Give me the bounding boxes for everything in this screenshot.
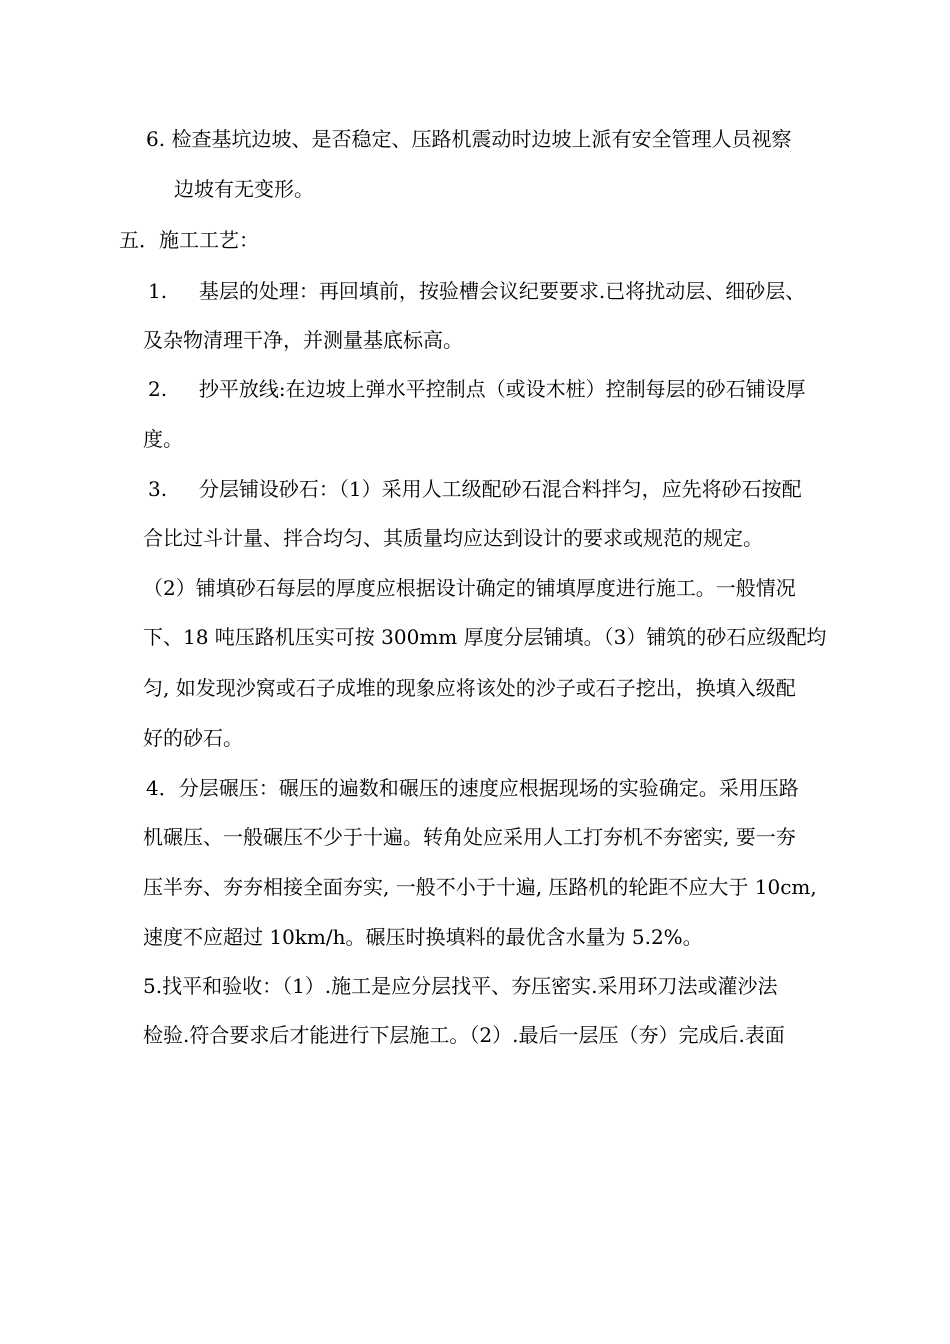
text-line-12: 匀, 如发现沙窝或石子成堆的现象应将该处的沙子或石子挖出，换填入级配 — [143, 676, 796, 700]
text-line-18: 5.找平和验收：（1）.施工是应分层找平、夯压密实.采用环刀法或灌沙法 — [143, 974, 778, 998]
text-line-6: 2. 抄平放线:在边坡上弹水平控制点（或设木桩）控制每层的砂石铺设厚 — [148, 377, 806, 401]
text-line-16: 压半夯、夯夯相接全面夯实, 一般不小于十遍, 压路机的轮距不应大于 10cm, — [143, 875, 817, 899]
text-line-17: 速度不应超过 10km/h。碾压时换填料的最优含水量为 5.2%。 — [143, 925, 703, 949]
text-line-8: 3. 分层铺设砂石：（1）采用人工级配砂石混合料拌匀，应先将砂石按配 — [148, 477, 802, 501]
text-line-15: 机碾压、一般碾压不少于十遍。转角处应采用人工打夯机不夯密实, 要一夯 — [143, 825, 796, 849]
text-line-1: 6. 检查基坑边坡、是否稳定、压路机震动时边坡上派有安全管理人员视察 — [146, 127, 792, 151]
text-line-7: 度。 — [143, 427, 183, 451]
text-line-2: 边坡有无变形。 — [174, 177, 314, 201]
text-line-13: 好的砂石。 — [143, 726, 243, 750]
text-line-4: 1. 基层的处理：再回填前，按验槽会议纪要要求.已将扰动层、细砂层、 — [148, 279, 806, 303]
text-line-11: 下、18 吨压路机压实可按 300mm 厚度分层铺填。（3）铺筑的砂石应级配均 — [143, 625, 827, 649]
text-line-14: 4．分层碾压：碾压的遍数和碾压的速度应根据现场的实验确定。采用压路 — [146, 776, 799, 800]
text-line-10: （2）铺填砂石每层的厚度应根据设计确定的铺填厚度进行施工。一般情况 — [143, 576, 796, 600]
text-line-9: 合比过斗计量、拌合均匀、其质量均应达到设计的要求或规范的规定。 — [143, 526, 763, 550]
text-line-19: 检验.符合要求后才能进行下层施工。（2）.最后一层压（夯）完成后.表面 — [143, 1023, 785, 1047]
section-heading: 五．施工工艺： — [119, 228, 259, 252]
text-line-5: 及杂物清理干净，并测量基底标高。 — [143, 328, 463, 352]
